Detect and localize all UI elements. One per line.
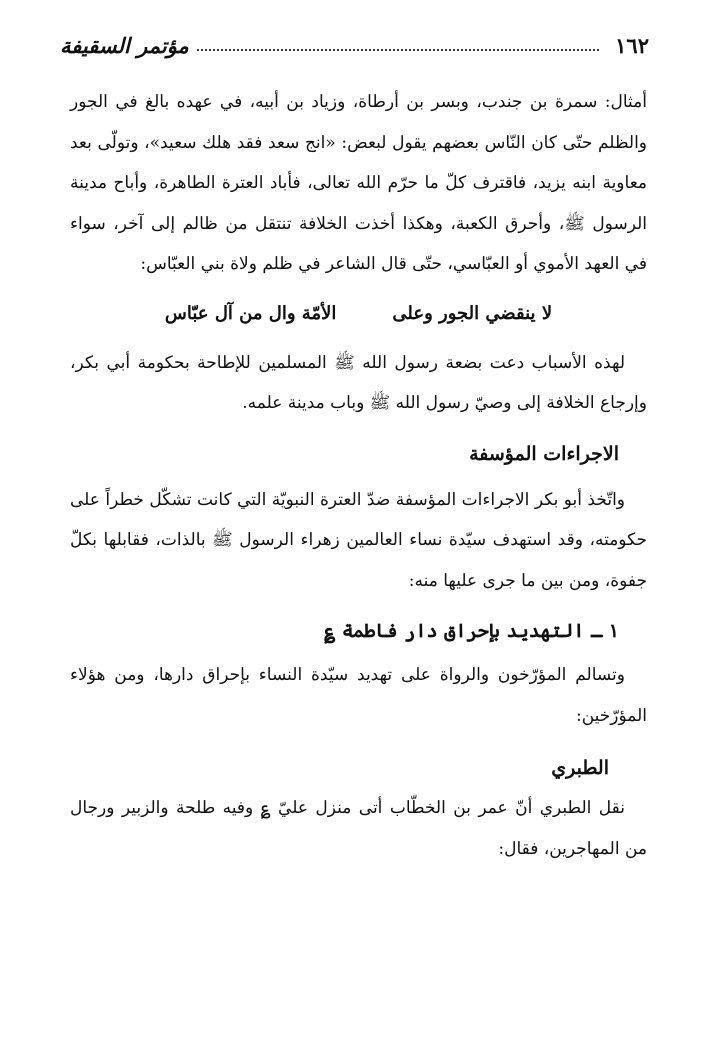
page-body [70,82,647,869]
poem-verse [70,293,647,335]
paragraph-4: وتسالم المؤرّخون والرواة على تهديد سيّدة النساء بإحراق دارها، ومن هؤلاء المؤرّخين: [70,665,647,726]
paragraph-2: لهذه الأسباب دعت بضعة رسول الله ﷺ المسلمين للإطاحة بحكومة أبي بكر، وإرجاع الخلافة إلى وصيّ رسول الله ﷺ وباب مدينة علمه. [70,352,647,413]
paragraph-5: نقل الطبري أنّ عمر بن الخطّاب أتى منزل عليّ ؏ وفيه طلحة والزبير ورجال من المهاجرين، فقال: [70,798,647,859]
paragraph-1: أمثال: سمرة بن جندب، وبسر بن أرطاة، وزياد بن أبيه، في عهده بالغ في الجور والظلم حتّى كان النّاس بعضهم يقول لبعض: «انج سعد فقد هلك سعيد»، وتولّى بعد معاوية ابنه يزيد، فاقترف كلّ ما حرّم الله تعالى، فأباد العترة الطاهرة، وأباح مدينة الرسول ﷺ، وأحرق الكعبة، وهكذا أخذت الخلافة تنتقل من ظالم إلى آخر، سواء في العهد الأموي أو العبّاسي، حتّى قال الشاعر في ظلم ولاة بني العبّاس: [70,92,647,274]
source-heading: الطبري [551,757,609,779]
paragraph-3: واتّخذ أبو بكر الاجراءات المؤسفة ضدّ العترة النبويّة التي كانت تشكّل خطراً على حكومته، وقد استهدف سيّدة نساء العالمين زهراء الرسول ﷺ بالذات، فقابلها بكلّ جفوة، ومن بين ما جرى عليها منه: [70,489,647,591]
book-title: مؤتمر السقيفة [60,32,189,58]
verse-first-hemistich: لا ينقضي الجور وعلى [392,302,553,324]
subsection-title: ١ ـ التهديد بإحراق دار فاطمة ؏ [324,620,619,642]
verse-second-hemistich: الأمّة وال من آل عبّاس [164,302,337,324]
page-number: ١٦٢ [615,32,649,58]
section-title: الاجراءات المؤسفة [469,442,619,465]
dotted-leader [197,49,599,51]
page-header [60,28,649,62]
